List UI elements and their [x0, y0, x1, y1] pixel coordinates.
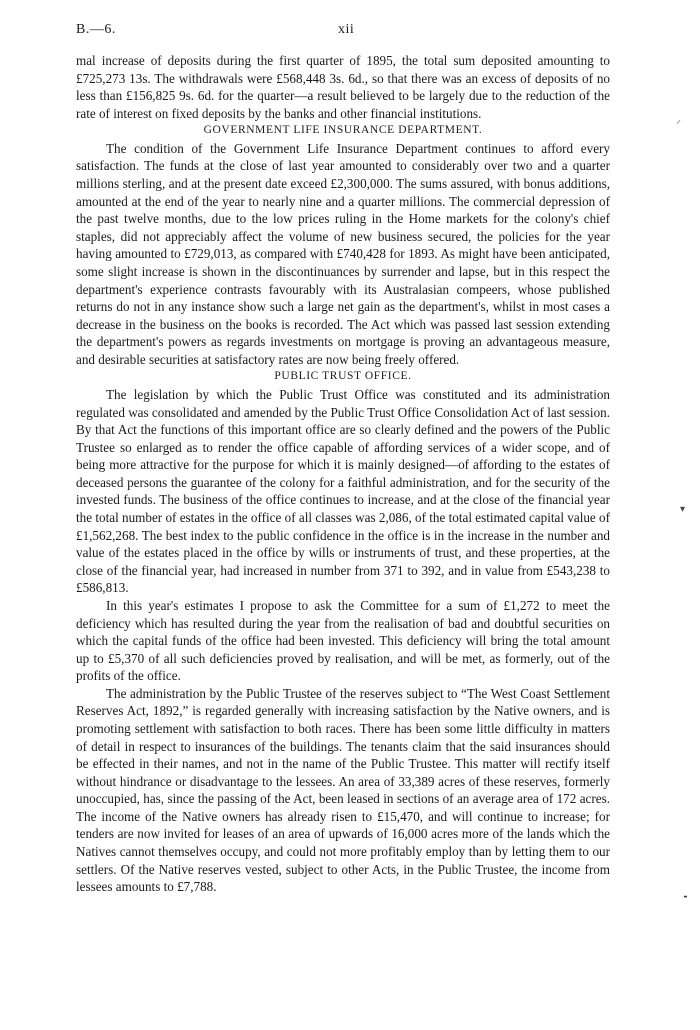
paragraph-public-trust-legislation: The legislation by which the Public Trust Office was constituted and its administration regulated was consolidated and amended by the Public Trust Office Consolidation Act of last session. By that Act the functions of this important office are so clearly defined and the powers of the Public Trustee so enlarged as to render the office capable of affording services of a wider scope, and of being more attractive for the purpose for which it is mainly designed—of affording to the estates of deceased persons the guarantee of the colony for a faithful administration, and for the security of the invested funds. The business of the office continues to increase, and at the close of the financial year the total number of estates in the office of all classes was 2,086, of the total estimated capital value of £1,562,268. The best index to the public confidence in the office is in the increase in the number and value of the estates placed in the office by wills or instruments of trust, and these properties, at the close of the financial year, had increased in number from 371 to 392, and in value from £543,238 to £586,813.: [76, 386, 610, 596]
paragraph-public-trust-estimates: In this year's estimates I propose to ask the Committee for a sum of £1,272 to meet the deficiency which has resulted during the year from the realisation of bad and doubtful securities on which the capital funds of the office had been invested. This deficiency will bring the total amount up to £5,370 of all such deficiencies proved by realisation, and will be met, as formerly, out of the profits of the office.: [76, 597, 610, 684]
page-number: xii: [338, 22, 355, 37]
margin-mark: ▾: [680, 504, 686, 515]
margin-mark: ⸝: [676, 115, 681, 126]
opening-paragraph: mal increase of deposits during the first quarter of 1895, the total sum deposited amounting to £725,273 13s. The withdrawals were £568,448 3s. 6d., so that there was an excess of deposits of no less than £156,825 9s. 6d. for the quarter—a result believed to be largely due to the reduction of the rate of interest on fixed deposits by the banks and other financial institutions.: [76, 53, 610, 121]
document-reference: B.—6.: [76, 22, 116, 37]
section-heading-life-insurance: GOVERNMENT LIFE INSURANCE DEPARTMENT.: [203, 124, 483, 137]
paragraph-public-trust-reserves: The administration by the Public Trustee of the reserves subject to “The West Coast Settlement Reserves Act, 1892,” is regarded generally with increasing satisfaction by the Native owners, and is promoting settlement with satisfaction to both races. There has been some little difficulty in matters of detail in respect to insurances of the buildings. The tenants claim that the said insurances should be effected in their names, and not in the name of the Public Trustee. This matter will rectify itself without hindrance or disadvantage to the lessees. An area of 33,389 acres of these reserves, formerly unoccupied, has, since the passing of the Act, been leased in sections of an average area of 172 acres. The income of the Native owners has already risen to £15,470, and will continue to increase; for tenders are now invited for leases of an area of upwards of 16,000 acres more of the lands which the Natives cannot themselves occupy, and could not more profitably employ than by letting them to our settlers. Of the Native reserves vested, subject to other Acts, in the Public Trustee, the income from lessees amounts to £7,788.: [76, 685, 610, 895]
document-body: [76, 52, 610, 896]
page-header: [76, 22, 610, 42]
section-heading-public-trust: PUBLIC TRUST OFFICE.: [274, 370, 412, 383]
paragraph-life-insurance: The condition of the Government Life Insurance Department continues to afford every satisfaction. The funds at the close of last year amounted to considerably over two and a quarter millions sterling, and at the present date exceed £2,300,000. The sums assured, with bonus additions, amounted at the end of the year to nearly nine and a quarter millions. The commercial depression of the past twelve months, due to the low prices ruling in the Home markets for the colony's chief staples, did not appreciably affect the volume of new business secured, the policies for the year having amounted to £729,013, as compared with £740,428 for 1893. As might have been anticipated, some slight increase is shown in the discontinuances by surrender and lapse, but in this respect the department's experience contrasts favourably with its Australasian compeers, whose published returns do not in any instance show such a large net gain as the department's, whilst in most cases a decrease in the business on the books is recorded. The Act which was passed last session extending the department's powers as regards investments on mortgage is proving an advantageous measure, and desirable securities at satisfactory rates are now being freely offered.: [76, 140, 610, 367]
margin-mark: ╸: [684, 892, 691, 903]
